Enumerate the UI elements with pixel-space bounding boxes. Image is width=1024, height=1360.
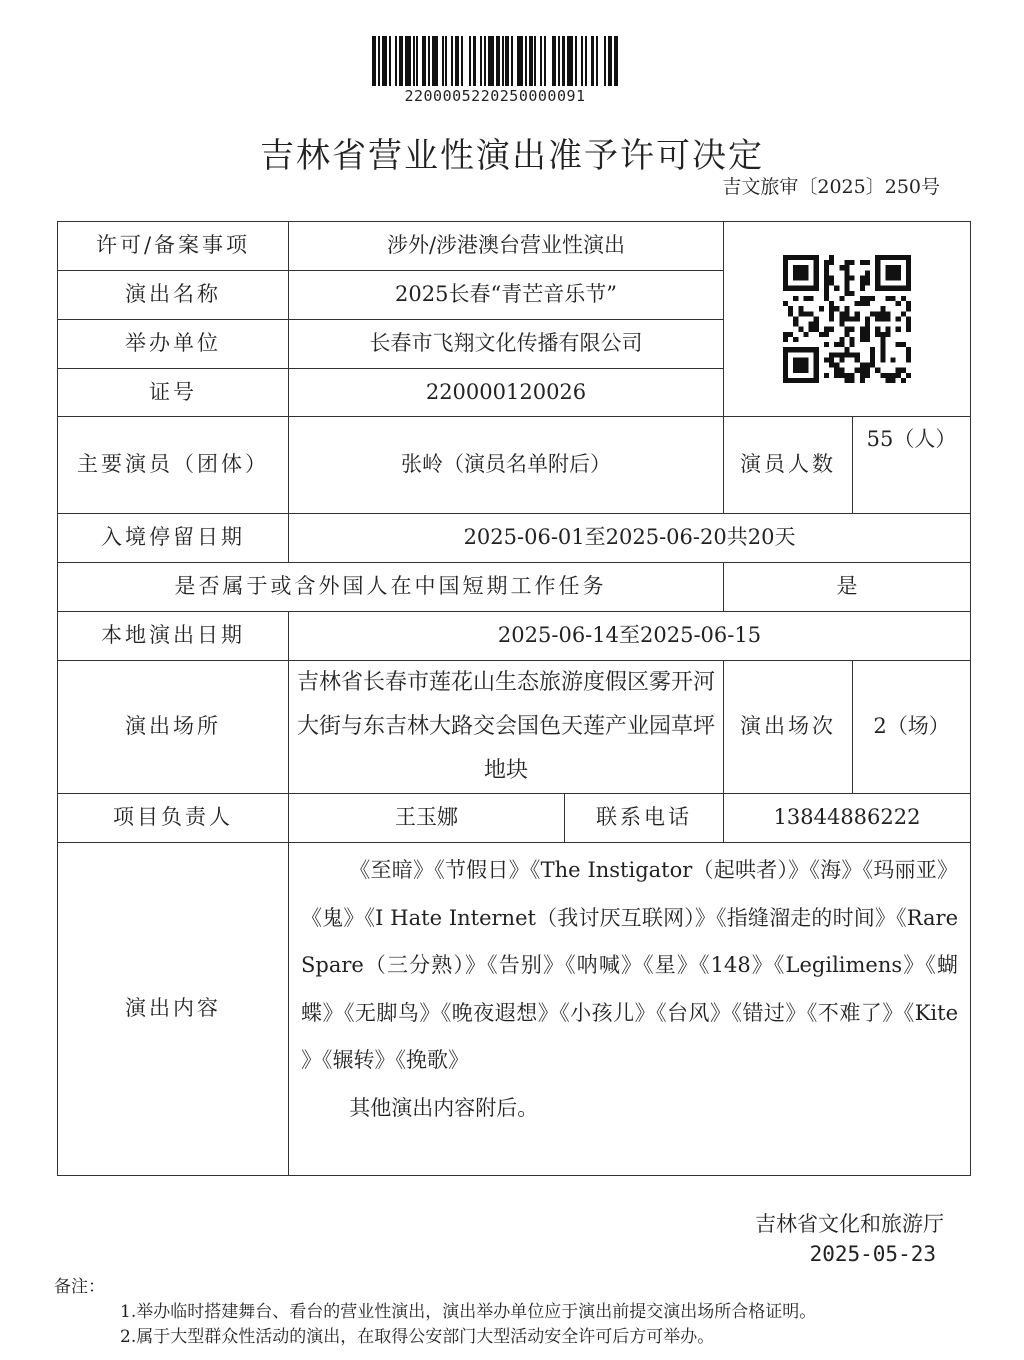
row-item-type — [58, 222, 971, 271]
content-value: 《至暗》《节假日》《The Instigator（起哄者）》《海》《玛丽亚》《鬼》《I Hate Internet（我讨厌互联网）》《指缝溜走的时间》《Rare Spare（三分熟）》《告别》《呐喊》《星》《148》《Legilimens》《蝴蝶》《无脚鸟》《晚夜遐想》《小孩儿》《台风》《错过》《不难了》《Kite 》《辗转》《挽歌》 — [301, 858, 959, 1072]
sessions-value: 2（场） — [853, 661, 971, 794]
stay-period-value: 2025-06-01至2025-06-20共20天 — [289, 514, 971, 563]
issuer: 吉林省文化和旅游厅 — [755, 1212, 944, 1236]
note-item: 1.举办临时搭建舞台、看台的营业性演出，演出举办单位应于演出前提交演出场所合格证明。 — [120, 1302, 817, 1322]
document-number: 吉文旅审〔2025〕250号 — [722, 176, 940, 198]
row-foreign-work — [58, 563, 971, 612]
content-label: 演出内容 — [58, 843, 289, 1176]
note-item: 2.属于大型群众性活动的演出，在取得公安部门大型活动安全许可后方可举办。 — [120, 1327, 715, 1347]
local-dates-value: 2025-06-14至2025-06-15 — [289, 612, 971, 661]
row-stay-period — [58, 514, 971, 563]
foreign-work-value: 是 — [724, 563, 971, 612]
license-no-value: 220000120026 — [289, 369, 724, 417]
issue-date: 2025-05-23 — [809, 1242, 936, 1266]
notes-label: 备注： — [54, 1277, 105, 1297]
foreign-work-label: 是否属于或含外国人在中国短期工作任务 — [58, 563, 724, 612]
document-title: 吉林省营业性演出准予许可决定 — [260, 136, 764, 176]
barcode-number: 2200005220250000091 — [404, 87, 586, 105]
content-cell — [289, 843, 971, 1176]
phone-value: 13844886222 — [724, 794, 971, 843]
show-name-value: 2025长春“青芒音乐节” — [289, 271, 724, 320]
row-main-performer — [58, 417, 971, 514]
row-local-dates — [58, 612, 971, 661]
sessions-label: 演出场次 — [724, 661, 853, 794]
content-more: 其他演出内容附后。 — [349, 1095, 539, 1120]
license-no-label: 证号 — [58, 369, 289, 417]
row-content — [58, 843, 971, 1176]
qr-code — [783, 255, 911, 383]
phone-label: 联系电话 — [565, 794, 724, 843]
venue-value: 吉林省长春市莲花山生态旅游度假区雾开河大街与东吉林大路交会国色天莲产业园草坪地块 — [289, 661, 724, 794]
row-venue — [58, 661, 971, 794]
local-dates-label: 本地演出日期 — [58, 612, 289, 661]
performer-count-value: 55（人） — [853, 417, 971, 514]
barcode — [372, 36, 618, 86]
manager-value: 王玉娜 — [289, 794, 565, 843]
show-name-label: 演出名称 — [58, 271, 289, 320]
item-type-value: 涉外/涉港澳台营业性演出 — [289, 222, 724, 271]
performer-count-label: 演员人数 — [724, 417, 853, 514]
main-performer-value: 张岭（演员名单附后） — [289, 417, 724, 514]
permit-table — [57, 221, 971, 1176]
barcode-bar — [614, 36, 618, 86]
organizer-value: 长春市飞翔文化传播有限公司 — [289, 320, 724, 369]
venue-label: 演出场所 — [58, 661, 289, 794]
row-manager — [58, 794, 971, 843]
main-performer-label: 主要演员（团体） — [58, 417, 289, 514]
qr-code-cell — [724, 222, 971, 417]
manager-label: 项目负责人 — [58, 794, 289, 843]
organizer-label: 举办单位 — [58, 320, 289, 369]
item-type-label: 许可/备案事项 — [58, 222, 289, 271]
stay-period-label: 入境停留日期 — [58, 514, 289, 563]
